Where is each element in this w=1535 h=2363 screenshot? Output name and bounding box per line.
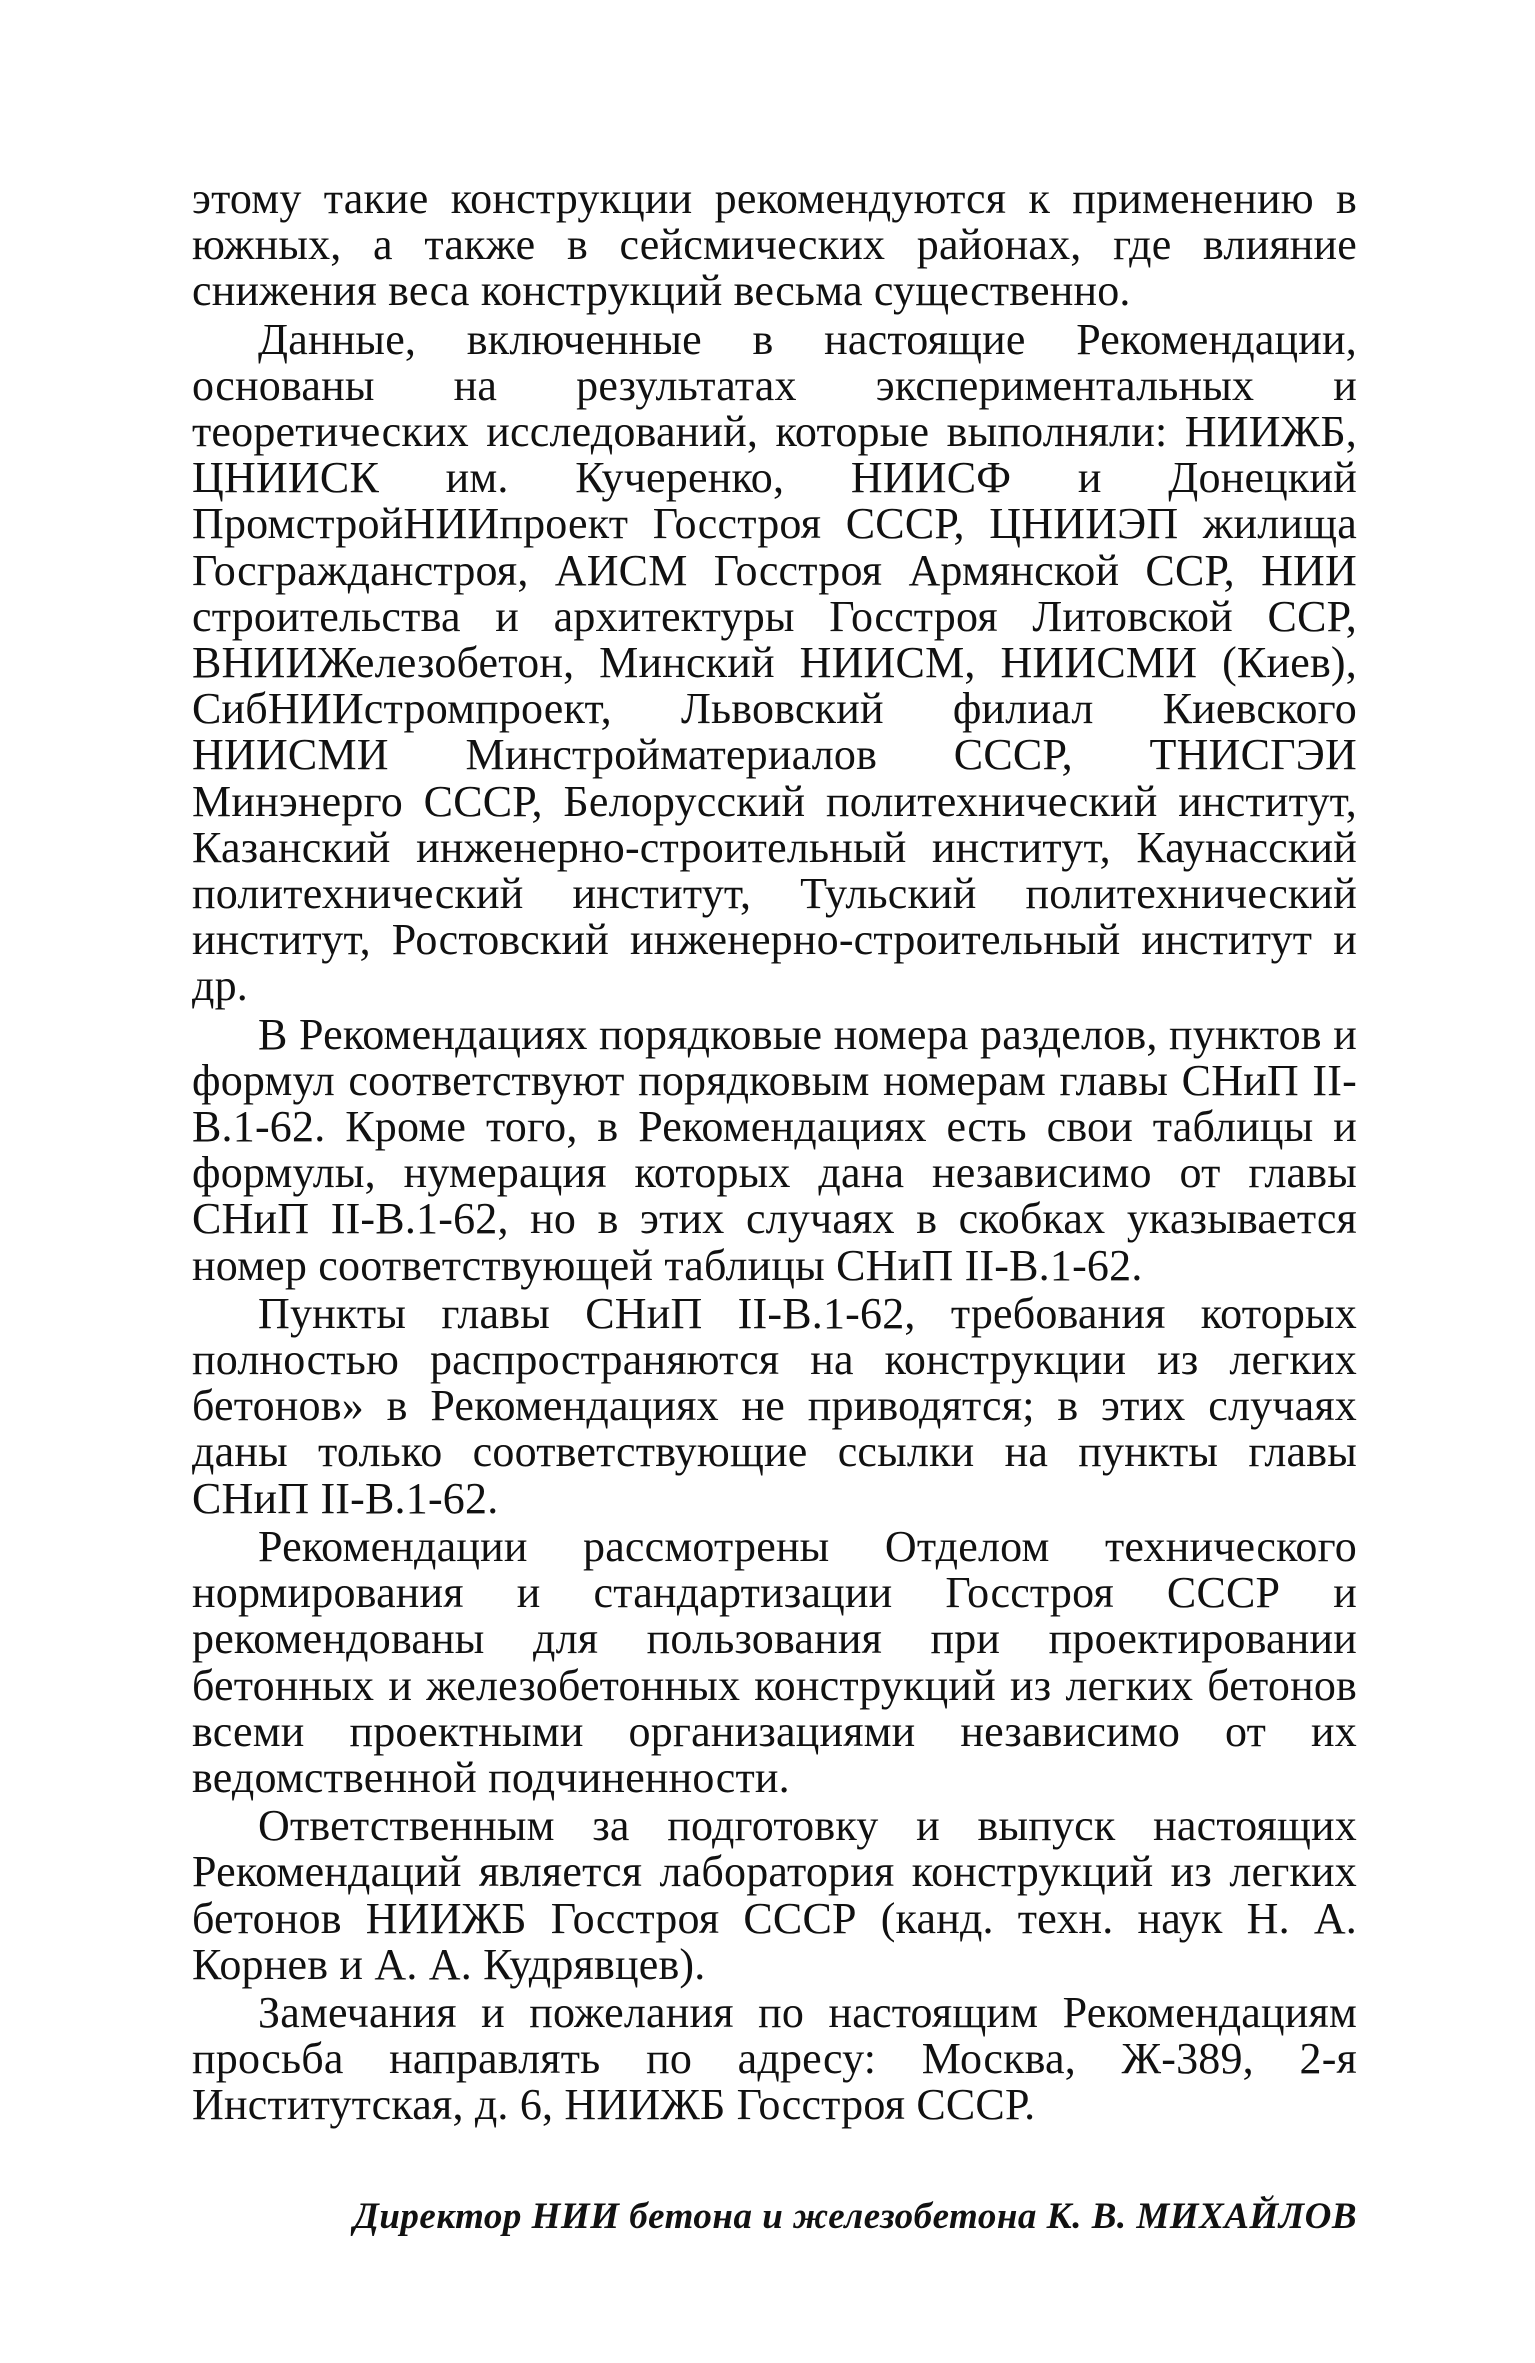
paragraph-approval: Рекомендации рассмотрены Отделом технического нормирования и стандартизации Госстроя СССР и рекомендованы для пользования при проектировании бетонных и железобетонных конструкций из легких бетонов всеми проектными организациями независимо от их ведомственной подчиненности. (192, 1521, 1357, 1802)
body-text (192, 176, 1357, 2129)
paragraph-numbering: В Рекомендациях порядковые номера разделов, пунктов и формул соответствуют порядковым номерам главы СНиП II-B.1-62. Кроме того, в Рекомендациях есть свои таблицы и формулы, нумерация которых дана независимо от главы СНиП II-B.1-62, но в этих случаях в скобках указывается номер соответствующей таблицы СНиП II-B.1-62. (192, 1009, 1357, 1290)
paragraph-continuation: этому такие конструкции рекомендуются к применению в южных, а также в сейсмических районах, где влияние снижения веса конструкций весьма существенно. (192, 174, 1357, 316)
paragraph-feedback-address: Замечания и пожелания по настоящим Рекомендациям просьба направлять по адресу: Москва, Ж-389, 2-я Институтская, д. 6, НИИЖБ Госстроя СССР. (192, 1987, 1357, 2130)
paragraph-research-institutes: Данные, включенные в настоящие Рекомендации, основаны на результатах экспериментальных и теоретических исследований, которые выполняли: НИИЖБ, ЦНИИСК им. Кучеренко, НИИСФ и Донецкий ПромстройНИИпроект Госстроя СССР, ЦНИИЭП жилища Госгражданстроя, АИСМ Госстроя Армянской ССР, НИИ строительства и архитектуры Госстроя Литовской ССР, ВНИИЖелезобетон, Минский НИИСМ, НИИСМИ (Киев), СибНИИстромпроект, Львовский филиал Киевского НИИСМИ Минстройматериалов СССР, ТНИСГЭИ Минэнерго СССР, Белорусский политехнический институт, Казанский инженерно-строительный институт, Каунасский политехнический институт, Тульский политехнический институт, Ростовский инженерно-строительный институт и др. (192, 314, 1357, 1011)
paragraph-responsible: Ответственным за подготовку и выпуск настоящих Рекомендаций является лаборатория конструкций из легких бетонов НИИЖБ Госстроя СССР (канд. техн. наук Н. А. Корнев и А. А. Кудрявцев). (192, 1801, 1357, 1989)
director-signature: Директор НИИ бетона и железобетона К. В. МИХАЙЛОВ (353, 2196, 1357, 2237)
paragraph-snip-points: Пункты главы СНиП II-B.1-62, требования которых полностью распространяются на конструкции из легких бетонов» в Рекомендациях не приводятся; в этих случаях даны только соответствующие ссылки на пункты главы СНиП II-B.1-62. (192, 1288, 1357, 1523)
